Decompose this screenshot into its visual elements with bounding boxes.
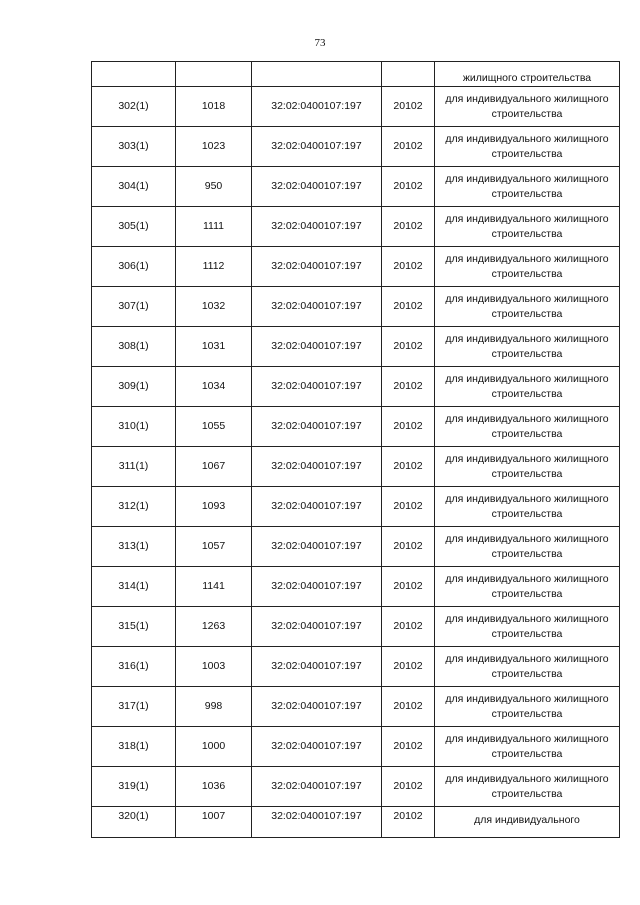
cell-cadastral: 32:02:0400107:197	[252, 767, 382, 807]
cell-code: 20102	[382, 607, 435, 647]
cell-code: 20102	[382, 447, 435, 487]
cell-number: 308(1)	[92, 327, 176, 367]
cell-code	[382, 62, 435, 87]
cell-cadastral: 32:02:0400107:197	[252, 447, 382, 487]
cell-use: для индивидуального жилищного строительства	[435, 687, 620, 727]
cell-code: 20102	[382, 807, 435, 838]
table-row	[92, 407, 620, 447]
table-row	[92, 807, 620, 838]
cell-number: 316(1)	[92, 647, 176, 687]
cell-use: для индивидуального жилищного строительства	[435, 367, 620, 407]
cell-area: 1036	[176, 767, 252, 807]
cell-number: 318(1)	[92, 727, 176, 767]
cell-use: для индивидуального жилищного строительства	[435, 87, 620, 127]
table-row	[92, 727, 620, 767]
cell-number: 307(1)	[92, 287, 176, 327]
cell-area: 1018	[176, 87, 252, 127]
cell-area: 1031	[176, 327, 252, 367]
cell-area: 1032	[176, 287, 252, 327]
cell-code: 20102	[382, 687, 435, 727]
cell-number: 304(1)	[92, 167, 176, 207]
cell-cadastral: 32:02:0400107:197	[252, 167, 382, 207]
table-row	[92, 167, 620, 207]
cell-code: 20102	[382, 407, 435, 447]
cell-area: 1034	[176, 367, 252, 407]
cell-number: 317(1)	[92, 687, 176, 727]
table-row	[92, 87, 620, 127]
cell-number: 319(1)	[92, 767, 176, 807]
cell-area: 1057	[176, 527, 252, 567]
cell-cadastral: 32:02:0400107:197	[252, 607, 382, 647]
cell-use: для индивидуального жилищного строительства	[435, 607, 620, 647]
cell-cadastral: 32:02:0400107:197	[252, 407, 382, 447]
page-number: 73	[314, 37, 326, 49]
cell-area: 1093	[176, 487, 252, 527]
cell-number: 313(1)	[92, 527, 176, 567]
cell-area: 1067	[176, 447, 252, 487]
table-row	[92, 247, 620, 287]
cell-cadastral: 32:02:0400107:197	[252, 727, 382, 767]
cell-area: 1023	[176, 127, 252, 167]
cell-area: 1003	[176, 647, 252, 687]
cell-code: 20102	[382, 487, 435, 527]
cell-code: 20102	[382, 367, 435, 407]
cell-use: для индивидуального	[435, 807, 620, 838]
table-row	[92, 567, 620, 607]
cell-code: 20102	[382, 727, 435, 767]
cell-use: жилищного строительства	[435, 62, 620, 87]
cell-code: 20102	[382, 127, 435, 167]
table-row	[92, 127, 620, 167]
cell-number: 302(1)	[92, 87, 176, 127]
table-row	[92, 487, 620, 527]
cell-use: для индивидуального жилищного строительства	[435, 767, 620, 807]
cell-number: 312(1)	[92, 487, 176, 527]
cell-use: для индивидуального жилищного строительства	[435, 487, 620, 527]
cell-use: для индивидуального жилищного строительства	[435, 567, 620, 607]
cell-cadastral: 32:02:0400107:197	[252, 127, 382, 167]
land-plot-table	[91, 61, 620, 838]
table-row	[92, 447, 620, 487]
cell-code: 20102	[382, 207, 435, 247]
cell-code: 20102	[382, 567, 435, 607]
table-row	[92, 527, 620, 567]
cell-cadastral: 32:02:0400107:197	[252, 87, 382, 127]
cell-area: 1141	[176, 567, 252, 607]
cell-area: 950	[176, 167, 252, 207]
cell-use: для индивидуального жилищного строительства	[435, 727, 620, 767]
cell-use: для индивидуального жилищного строительства	[435, 527, 620, 567]
cell-area	[176, 62, 252, 87]
cell-use: для индивидуального жилищного строительства	[435, 247, 620, 287]
table-row	[92, 207, 620, 247]
cell-area: 1111	[176, 207, 252, 247]
cell-code: 20102	[382, 247, 435, 287]
table-row	[92, 607, 620, 647]
cell-number: 315(1)	[92, 607, 176, 647]
cell-area: 1112	[176, 247, 252, 287]
table-row	[92, 687, 620, 727]
cell-number: 306(1)	[92, 247, 176, 287]
cell-number: 303(1)	[92, 127, 176, 167]
cell-cadastral: 32:02:0400107:197	[252, 567, 382, 607]
cell-use: для индивидуального жилищного строительства	[435, 407, 620, 447]
cell-area: 1263	[176, 607, 252, 647]
cell-number: 309(1)	[92, 367, 176, 407]
cell-area: 1000	[176, 727, 252, 767]
cell-code: 20102	[382, 167, 435, 207]
cell-number: 305(1)	[92, 207, 176, 247]
cell-code: 20102	[382, 767, 435, 807]
cell-cadastral: 32:02:0400107:197	[252, 807, 382, 838]
table-row	[92, 647, 620, 687]
table-row-continued	[92, 62, 620, 87]
cell-cadastral: 32:02:0400107:197	[252, 367, 382, 407]
cell-cadastral: 32:02:0400107:197	[252, 207, 382, 247]
cell-number	[92, 62, 176, 87]
cell-number: 310(1)	[92, 407, 176, 447]
cell-cadastral: 32:02:0400107:197	[252, 327, 382, 367]
table-row	[92, 767, 620, 807]
table-row	[92, 367, 620, 407]
cell-use: для индивидуального жилищного строительства	[435, 327, 620, 367]
cell-cadastral: 32:02:0400107:197	[252, 527, 382, 567]
cell-use: для индивидуального жилищного строительства	[435, 447, 620, 487]
cell-use: для индивидуального жилищного строительства	[435, 207, 620, 247]
cell-use: для индивидуального жилищного строительства	[435, 127, 620, 167]
cell-code: 20102	[382, 327, 435, 367]
cell-cadastral: 32:02:0400107:197	[252, 247, 382, 287]
cell-cadastral: 32:02:0400107:197	[252, 687, 382, 727]
cell-number: 314(1)	[92, 567, 176, 607]
cell-code: 20102	[382, 527, 435, 567]
cell-use: для индивидуального жилищного строительства	[435, 647, 620, 687]
cell-code: 20102	[382, 87, 435, 127]
cell-cadastral: 32:02:0400107:197	[252, 287, 382, 327]
cell-area: 1007	[176, 807, 252, 838]
cell-number: 311(1)	[92, 447, 176, 487]
cell-area: 1055	[176, 407, 252, 447]
table-row	[92, 327, 620, 367]
cell-cadastral: 32:02:0400107:197	[252, 647, 382, 687]
cell-cadastral: 32:02:0400107:197	[252, 487, 382, 527]
cell-cadastral	[252, 62, 382, 87]
cell-area: 998	[176, 687, 252, 727]
cell-code: 20102	[382, 647, 435, 687]
cell-use: для индивидуального жилищного строительства	[435, 167, 620, 207]
cell-number: 320(1)	[92, 807, 176, 838]
table-row	[92, 287, 620, 327]
cell-code: 20102	[382, 287, 435, 327]
cell-use: для индивидуального жилищного строительства	[435, 287, 620, 327]
